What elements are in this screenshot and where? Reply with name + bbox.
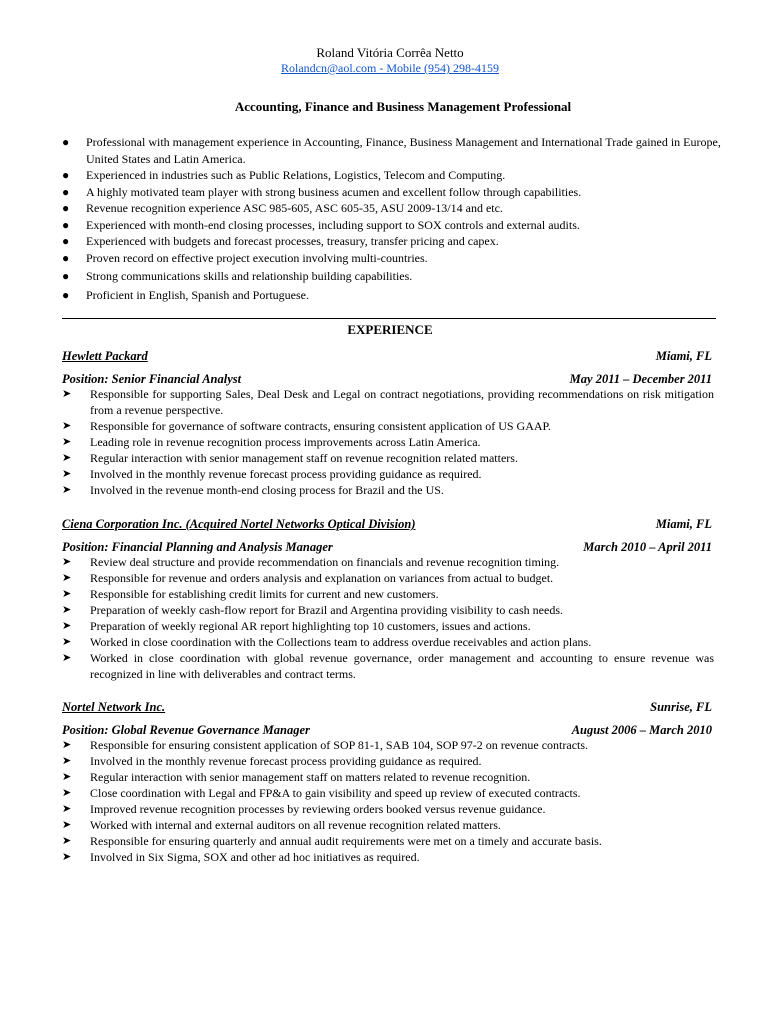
- position-title: Position: Senior Financial Analyst: [62, 372, 242, 386]
- arrow-bullet-icon: ➤: [62, 851, 72, 863]
- duty-item: ➤ Responsible for supporting Sales, Deal Desk and Legal on contract negotiations, providing recommendations on risk mitigation from a revenue perspective.: [62, 387, 714, 417]
- arrow-bullet-icon: ➤: [62, 652, 72, 664]
- summary-item: ● Professional with management experience in Accounting, Finance, Business Management and International Trade gained in Europe, United States and Latin America.: [62, 135, 721, 166]
- job-location: Miami, FL: [655, 517, 712, 531]
- duty-item: ➤ Responsible for establishing credit limits for current and new customers.: [62, 587, 439, 601]
- arrow-bullet-icon: ➤: [62, 484, 72, 496]
- duty-item: ➤ Involved in the monthly revenue forecast process providing guidance as required.: [62, 754, 482, 768]
- duty-item: ➤ Worked with internal and external auditors on all revenue recognition related matters.: [62, 818, 501, 832]
- duty-item: ➤ Preparation of weekly cash-flow report for Brazil and Argentina providing visibility to cash needs.: [62, 603, 563, 617]
- contact-link[interactable]: Rolandcn@aol.com - Mobile (954) 298-4159: [280, 61, 499, 75]
- bullet-icon: ●: [62, 217, 70, 232]
- duty-item: ➤ Responsible for revenue and orders analysis and explanation on variances from actual to budget.: [62, 571, 554, 585]
- bullet-icon: ●: [62, 250, 70, 265]
- arrow-bullet-icon: ➤: [62, 452, 72, 464]
- duty-item: ➤ Involved in the monthly revenue forecast process providing guidance as required.: [62, 467, 482, 481]
- arrow-bullet-icon: ➤: [62, 604, 72, 616]
- bullet-icon: ●: [62, 135, 70, 149]
- company-row: [62, 348, 714, 366]
- summary-item: ● Strong communications skills and relationship building capabilities.: [62, 269, 413, 283]
- arrow-bullet-icon: ➤: [62, 420, 72, 432]
- arrow-bullet-icon: ➤: [62, 803, 72, 815]
- duty-item: ➤ Responsible for ensuring quarterly and annual audit requirements were met on a timely and accurate basis.: [62, 834, 602, 848]
- summary-item: ● Proficient in English, Spanish and Portuguese.: [62, 287, 309, 302]
- arrow-bullet-icon: ➤: [62, 620, 72, 632]
- arrow-bullet-icon: ➤: [62, 388, 72, 400]
- job-location: Miami, FL: [655, 349, 712, 363]
- duty-item: ➤ Worked in close coordination with global revenue governance, order management and accounting to ensure revenue was recognized in line with deliverables and contract terms.: [62, 651, 714, 681]
- position-row: [62, 371, 714, 386]
- bullet-icon: ●: [62, 269, 70, 283]
- duty-item: ➤ Close coordination with Legal and FP&A to gain visibility and speed up review of executed contracts.: [62, 786, 581, 800]
- duty-list: [62, 554, 714, 682]
- duty-item: ➤ Regular interaction with senior management staff on matters related to revenue recognition.: [62, 770, 531, 784]
- summary-item: ● Revenue recognition experience ASC 985-605, ASC 605-35, ASU 2009-13/14 and etc.: [62, 201, 503, 215]
- professional-headline: Accounting, Finance and Business Management Professional: [234, 99, 572, 114]
- job-location: Sunrise, FL: [650, 700, 712, 714]
- company-name: Hewlett Packard: [62, 349, 148, 363]
- duty-item: ➤ Leading role in revenue recognition process improvements across Latin America.: [62, 435, 481, 449]
- duty-item: ➤ Regular interaction with senior management staff on revenue recognition related matters.: [62, 451, 518, 465]
- job-dates: March 2010 – April 2011: [583, 540, 712, 554]
- job-dates: May 2011 – December 2011: [569, 372, 712, 386]
- bullet-icon: ●: [62, 234, 70, 248]
- company-row: [62, 699, 714, 717]
- arrow-bullet-icon: ➤: [62, 755, 72, 767]
- summary-item: ● Experienced with month-end closing processes, including support to SOX controls and external audits.: [62, 217, 580, 232]
- duty-item: ➤ Improved revenue recognition processes by reviewing orders booked versus revenue guidance.: [62, 802, 546, 816]
- position-row: [62, 539, 714, 554]
- candidate-name: Roland Vitória Corrêa Netto: [316, 45, 464, 60]
- arrow-bullet-icon: ➤: [62, 572, 72, 584]
- duty-item: ➤ Review deal structure and provide recommendation on financials and revenue recognition timing.: [62, 555, 560, 569]
- summary-item: ● Proven record on effective project execution involving multi-countries.: [62, 250, 428, 265]
- arrow-bullet-icon: ➤: [62, 436, 72, 448]
- job-entry: [62, 699, 714, 865]
- summary-item: ● A highly motivated team player with strong business acumen and excellent follow through capabilities.: [62, 184, 582, 199]
- section-divider: [62, 318, 716, 319]
- summary-list: [62, 134, 722, 303]
- bullet-icon: ●: [62, 287, 70, 302]
- duty-item: ➤ Worked in close coordination with the Collections team to address overdue receivables and action plans.: [62, 635, 592, 649]
- duty-item: ➤ Involved in the revenue month-end closing process for Brazil and the US.: [62, 483, 444, 497]
- bullet-icon: ●: [62, 168, 70, 182]
- bullet-icon: ●: [62, 201, 70, 215]
- arrow-bullet-icon: ➤: [62, 739, 72, 751]
- position-title: Position: Financial Planning and Analysis Manager: [62, 540, 333, 554]
- position-title: Position: Global Revenue Governance Manager: [62, 723, 310, 737]
- duty-item: ➤ Responsible for governance of software contracts, ensuring consistent application of US GAAP.: [62, 419, 551, 433]
- arrow-bullet-icon: ➤: [62, 468, 72, 480]
- experience-heading: EXPERIENCE: [347, 322, 433, 337]
- duty-list: [62, 737, 714, 865]
- duty-item: ➤ Involved in Six Sigma, SOX and other ad hoc initiatives as required.: [62, 850, 420, 864]
- summary-item: ● Experienced in industries such as Public Relations, Logistics, Telecom and Computing.: [62, 168, 506, 182]
- arrow-bullet-icon: ➤: [62, 636, 72, 648]
- arrow-bullet-icon: ➤: [62, 787, 72, 799]
- arrow-bullet-icon: ➤: [62, 771, 72, 783]
- bullet-icon: ●: [62, 184, 70, 199]
- job-dates: August 2006 – March 2010: [571, 723, 712, 737]
- company-name: Ciena Corporation Inc. (Acquired Nortel Networks Optical Division): [62, 517, 416, 531]
- arrow-bullet-icon: ➤: [62, 835, 72, 847]
- duty-list: [62, 386, 714, 498]
- company-row: [62, 516, 714, 534]
- resume-header: [0, 44, 768, 76]
- company-name: Nortel Network Inc.: [62, 700, 166, 714]
- arrow-bullet-icon: ➤: [62, 819, 72, 831]
- position-row: [62, 722, 714, 737]
- arrow-bullet-icon: ➤: [62, 588, 72, 600]
- job-entry: [62, 348, 714, 498]
- job-entry: [62, 516, 714, 682]
- summary-item: ● Experienced with budgets and forecast processes, treasury, transfer pricing and capex.: [62, 234, 499, 248]
- duty-item: ➤ Preparation of weekly regional AR report highlighting top 10 customers, issues and actions.: [62, 619, 531, 633]
- arrow-bullet-icon: ➤: [62, 556, 72, 568]
- duty-item: ➤ Responsible for ensuring consistent application of SOP 81-1, SAB 104, SOP 97-2 on revenue contracts.: [62, 738, 589, 752]
